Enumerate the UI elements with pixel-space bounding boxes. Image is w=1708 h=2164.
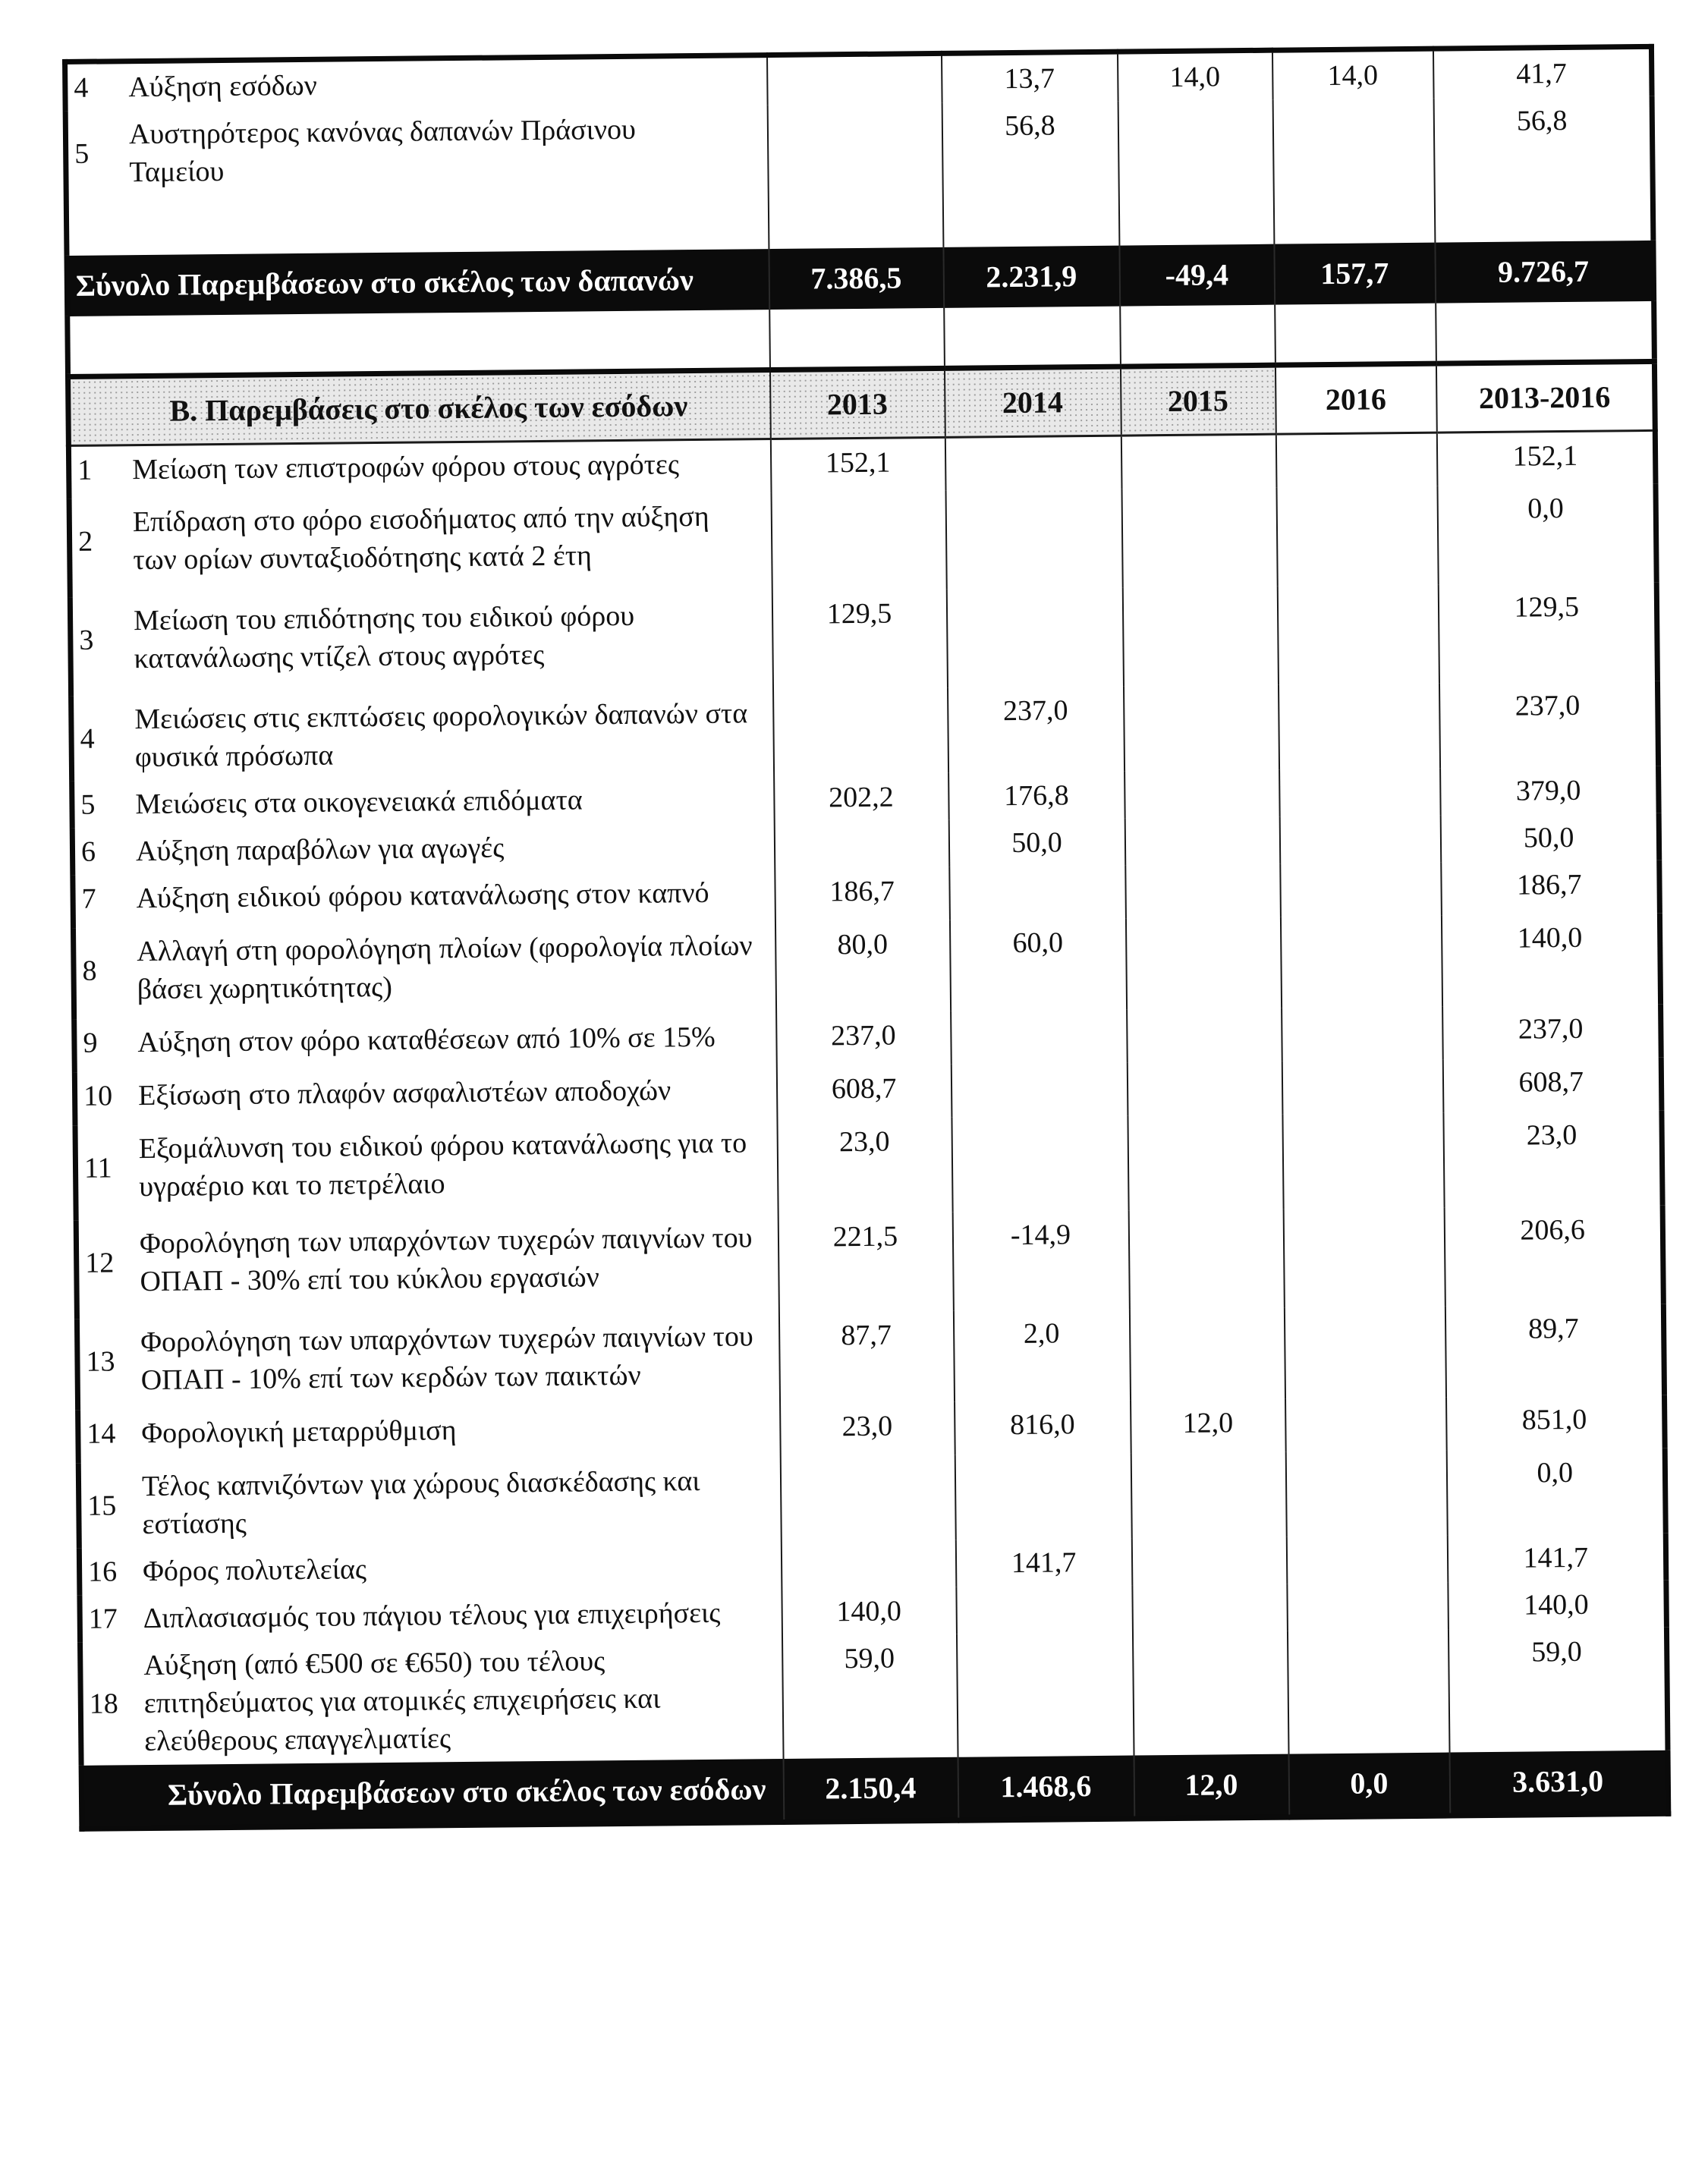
value-2015 xyxy=(1128,1209,1284,1309)
description-cell xyxy=(65,55,768,112)
value-2013 xyxy=(774,819,949,868)
row-description: Αύξηση (από €500 σε €650) του τέλους επιτηδεύματος για ατομικές επιχειρήσεις και ελεύθερους επαγγελματίες xyxy=(143,1644,661,1757)
section-title: Β. Παρεμβάσεις στο σκέλος των εσόδων xyxy=(68,370,771,446)
description-cell xyxy=(78,1404,781,1464)
description-cell xyxy=(74,1066,777,1126)
value-2015 xyxy=(1132,1584,1288,1632)
value-2016 xyxy=(1282,1059,1443,1114)
row-number: 5 xyxy=(80,788,96,821)
row-description: Μειώσεις στα οικογενειακά επιδόματα xyxy=(135,783,583,820)
total-2015: 12,0 xyxy=(1134,1754,1289,1818)
value-2015 xyxy=(1131,1537,1287,1585)
value-2013: 608,7 xyxy=(776,1064,952,1118)
description-cell xyxy=(72,822,775,876)
description-cell xyxy=(73,922,775,1020)
value-2013 xyxy=(767,103,943,249)
value-total: 152,1 xyxy=(1436,430,1656,486)
value-2015: 12,0 xyxy=(1131,1398,1286,1453)
document-page xyxy=(62,44,1671,1832)
value-2016 xyxy=(1282,1006,1443,1061)
value-2013: 23,0 xyxy=(780,1401,955,1456)
description-cell xyxy=(72,775,775,829)
table-row xyxy=(77,1304,1664,1410)
value-2015 xyxy=(1121,434,1276,489)
value-2015 xyxy=(1123,684,1279,771)
value-2015 xyxy=(1131,1452,1286,1538)
description-cell xyxy=(74,1013,777,1073)
total-2014: 1.468,6 xyxy=(958,1755,1134,1820)
value-2016 xyxy=(1276,486,1438,586)
value-2014: 816,0 xyxy=(955,1400,1131,1455)
table-row xyxy=(75,1110,1662,1220)
row-number: 1 xyxy=(77,454,93,486)
total-label: Σύνολο Παρεμβάσεων στο σκέλος των εσόδων xyxy=(81,1758,784,1828)
description-cell xyxy=(69,492,772,598)
value-2014 xyxy=(951,1062,1128,1117)
description-cell xyxy=(65,105,769,256)
table-row xyxy=(73,913,1660,1019)
row-description: Αύξηση παραβόλων για αγωγές xyxy=(135,831,505,867)
value-2013 xyxy=(781,1540,956,1588)
total-label: Σύνολο Παρεμβάσεων στο σκέλος των δαπανών xyxy=(67,249,769,316)
value-2013: 221,5 xyxy=(778,1212,953,1312)
total-2014: 2.231,9 xyxy=(943,246,1120,308)
value-total: 140,0 xyxy=(1448,1580,1667,1629)
value-2016 xyxy=(1283,1207,1445,1307)
row-number: 3 xyxy=(79,624,94,656)
value-2013 xyxy=(780,1455,955,1541)
value-2014: -14,9 xyxy=(952,1210,1129,1310)
value-2016 xyxy=(1282,1112,1444,1209)
value-2014 xyxy=(945,436,1121,490)
row-description: Αύξηση εσόδων xyxy=(128,69,318,104)
value-2014: 176,8 xyxy=(948,771,1125,819)
row-number: 2 xyxy=(77,525,93,558)
value-total: 50,0 xyxy=(1440,813,1659,862)
value-2014: 237,0 xyxy=(948,686,1125,772)
value-2015 xyxy=(1128,1114,1283,1210)
row-description: Μειώσεις στις εκπτώσεις φορολογικών δαπανών στα φυσικά πρόσωπα xyxy=(134,697,748,773)
description-cell xyxy=(80,1588,782,1642)
section-b-rows xyxy=(68,430,1668,1765)
value-total: 59,0 xyxy=(1448,1627,1668,1752)
value-2014: 13,7 xyxy=(941,52,1118,103)
row-description: Φόρος πολυτελείας xyxy=(142,1552,367,1587)
value-total: 129,5 xyxy=(1438,582,1657,683)
value-2015 xyxy=(1125,816,1280,865)
row-description: Αυστηρότερος κανόνας δαπανών Πράσινου Ταμείου xyxy=(128,113,637,189)
value-2016 xyxy=(1286,1535,1448,1584)
total-2015: -49,4 xyxy=(1119,244,1275,307)
row-number: 10 xyxy=(83,1079,113,1112)
value-2014: 60,0 xyxy=(949,918,1126,1011)
value-2015: 14,0 xyxy=(1117,50,1272,101)
row-description: Αύξηση στον φόρο καταθέσεων από 10% σε 15% xyxy=(137,1021,716,1058)
row-description: Φορολογική μεταρρύθμιση xyxy=(141,1414,457,1449)
value-total: 140,0 xyxy=(1441,913,1660,1006)
value-2013 xyxy=(766,53,942,105)
value-2013: 87,7 xyxy=(779,1310,954,1403)
row-description: Φορολόγηση των υπαρχόντων τυχερών παιγνίων του ΟΠΑΠ - 10% επί των κερδών των παικτών xyxy=(140,1319,753,1396)
value-2016 xyxy=(1277,584,1439,684)
table-row xyxy=(78,1448,1666,1548)
value-2015 xyxy=(1122,586,1278,686)
value-2014 xyxy=(945,489,1122,589)
value-2015 xyxy=(1129,1307,1285,1400)
value-2014 xyxy=(952,1115,1128,1212)
value-total: 23,0 xyxy=(1443,1110,1662,1207)
value-2013 xyxy=(773,687,948,774)
value-total: 56,8 xyxy=(1433,96,1653,243)
row-description: Εξομάλυνση του ειδικού φόρου κατανάλωσης για το υγραέριο και το πετρέλαιο xyxy=(138,1126,747,1203)
column-header-2014: 2014 xyxy=(944,366,1121,437)
row-number: 8 xyxy=(82,955,97,987)
row-description: Αλλαγή στη φορολόγηση πλοίων (φορολογία πλοίων βάσει χωρητικότητας) xyxy=(137,929,753,1005)
value-2014 xyxy=(956,1632,1134,1757)
value-total: 237,0 xyxy=(1439,681,1658,768)
table-row xyxy=(80,1627,1668,1765)
description-cell xyxy=(70,591,772,697)
column-header-total: 2013-2016 xyxy=(1436,361,1655,432)
table-row xyxy=(65,96,1653,256)
description-cell xyxy=(80,1635,784,1765)
value-2015 xyxy=(1127,1008,1282,1062)
total-2013: 2.150,4 xyxy=(783,1757,958,1822)
description-cell xyxy=(73,869,775,929)
value-2013 xyxy=(771,490,946,590)
row-description: Μείωση του επιδότησης του ειδικού φόρου κατανάλωσης ντίζελ στους αγρότες xyxy=(133,599,635,675)
value-2014 xyxy=(955,1453,1131,1540)
column-header-2013: 2013 xyxy=(769,368,945,439)
value-2015 xyxy=(1125,863,1281,918)
value-2014: 50,0 xyxy=(948,818,1125,867)
row-number: 16 xyxy=(87,1555,118,1588)
value-2015 xyxy=(1127,1061,1282,1115)
column-header-2015: 2015 xyxy=(1120,365,1275,436)
value-2013: 59,0 xyxy=(782,1634,958,1758)
description-cell xyxy=(68,439,771,499)
value-2013: 140,0 xyxy=(782,1587,957,1635)
total-2013: 7.386,5 xyxy=(769,247,944,310)
description-cell xyxy=(76,1214,779,1319)
value-total: 0,0 xyxy=(1437,483,1656,584)
row-number: 15 xyxy=(87,1489,117,1522)
value-2013: 186,7 xyxy=(775,867,950,921)
row-number: 18 xyxy=(89,1687,119,1720)
row-description: Αύξηση ειδικού φόρου κατανάλωσης στον καπνό xyxy=(136,876,709,914)
row-number: 17 xyxy=(88,1602,118,1635)
value-2016 xyxy=(1285,1450,1447,1537)
value-2014: 56,8 xyxy=(942,102,1119,247)
value-2016 xyxy=(1280,862,1442,917)
description-cell xyxy=(75,1119,778,1221)
total-2016: 0,0 xyxy=(1288,1752,1450,1817)
value-2013: 129,5 xyxy=(772,589,947,689)
value-total: 89,7 xyxy=(1445,1304,1664,1397)
row-number: 11 xyxy=(83,1151,112,1184)
table-row xyxy=(69,483,1656,597)
value-2016 xyxy=(1279,768,1441,816)
value-total: 206,6 xyxy=(1444,1205,1663,1306)
value-2016 xyxy=(1272,99,1435,244)
value-2015 xyxy=(1132,1631,1288,1755)
value-total: 0,0 xyxy=(1446,1448,1666,1535)
value-2013: 23,0 xyxy=(777,1117,952,1213)
description-cell xyxy=(71,690,774,782)
total-2013-2016: 9.726,7 xyxy=(1435,241,1654,304)
value-total: 608,7 xyxy=(1442,1057,1662,1112)
table-row xyxy=(71,681,1659,781)
value-2014: 2,0 xyxy=(953,1309,1130,1401)
value-2016 xyxy=(1287,1629,1449,1754)
value-total: 141,7 xyxy=(1447,1533,1666,1582)
total-2016: 157,7 xyxy=(1274,243,1436,305)
row-number: 13 xyxy=(86,1345,115,1378)
row-number: 7 xyxy=(81,882,96,915)
row-description: Διπλασιασμός του πάγιου τέλους για επιχειρήσεις xyxy=(143,1596,721,1634)
value-2016 xyxy=(1279,815,1441,863)
value-2016 xyxy=(1285,1397,1447,1452)
table-row xyxy=(76,1205,1663,1319)
description-cell xyxy=(77,1313,779,1411)
value-2015 xyxy=(1125,769,1280,818)
row-number: 5 xyxy=(74,137,90,170)
value-2016 xyxy=(1278,683,1439,769)
value-2014 xyxy=(949,865,1126,920)
row-description: Επίδραση στο φόρο εισοδήματος από την αύξηση των ορίων συνταξιοδότησης κατά 2 έτη xyxy=(132,500,709,576)
row-number: 12 xyxy=(85,1246,115,1279)
row-description: Φορολόγηση των υπαρχόντων τυχερών παιγνίων του ΟΠΑΠ - 30% επί του κύκλου εργασιών xyxy=(139,1221,753,1297)
table-row xyxy=(70,582,1657,696)
value-2013: 152,1 xyxy=(770,437,945,492)
total-2013-2016: 3.631,0 xyxy=(1449,1750,1669,1815)
value-2014 xyxy=(946,587,1123,687)
value-2016 xyxy=(1280,915,1442,1008)
value-2014 xyxy=(956,1585,1133,1634)
row-number: 6 xyxy=(80,835,96,868)
value-2016 xyxy=(1287,1582,1448,1631)
value-2015 xyxy=(1121,487,1277,587)
value-2015 xyxy=(1118,100,1274,246)
value-2016: 14,0 xyxy=(1272,49,1433,100)
value-2013: 237,0 xyxy=(776,1011,952,1065)
value-2016 xyxy=(1284,1306,1445,1398)
value-total: 237,0 xyxy=(1442,1004,1662,1059)
row-description: Μείωση των επιστροφών φόρου στους αγρότες xyxy=(131,448,680,486)
value-total: 186,7 xyxy=(1441,860,1660,915)
column-header-2016: 2016 xyxy=(1275,363,1436,434)
row-number: 14 xyxy=(87,1417,116,1450)
value-total: 851,0 xyxy=(1446,1395,1666,1450)
row-number: 9 xyxy=(83,1027,98,1059)
value-2016 xyxy=(1275,432,1437,487)
value-2014 xyxy=(951,1009,1128,1064)
row-description: Εξίσωση στο πλαφόν ασφαλιστέων αποδοχών xyxy=(137,1074,672,1112)
value-2014: 141,7 xyxy=(955,1538,1132,1587)
row-description: Τέλος καπνιζόντων για χώρους διασκέδασης και εστίασης xyxy=(141,1464,700,1540)
row-number: 4 xyxy=(80,722,95,755)
value-2013: 202,2 xyxy=(774,772,949,821)
row-number: 4 xyxy=(74,71,89,104)
description-cell xyxy=(79,1541,782,1595)
value-2013: 80,0 xyxy=(775,920,950,1012)
value-total: 379,0 xyxy=(1440,766,1659,815)
value-2015 xyxy=(1125,917,1281,1009)
fiscal-measures-table xyxy=(62,44,1671,1832)
value-total: 41,7 xyxy=(1433,46,1652,98)
description-cell xyxy=(78,1457,781,1549)
